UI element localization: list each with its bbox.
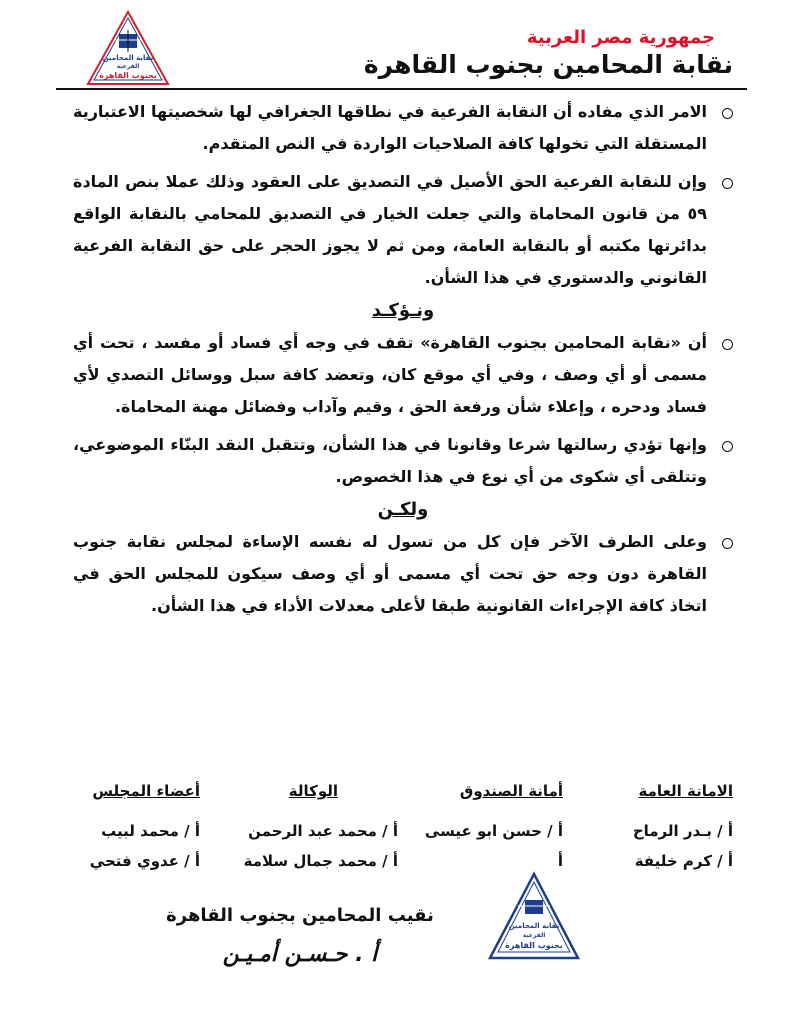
document-body	[73, 96, 733, 628]
signature-column-treasury	[403, 782, 563, 876]
chief-name: أ . حـسـن أمـيـن	[222, 942, 378, 967]
signature-title: أمانة الصندوق	[459, 782, 563, 800]
signature-column-council-members	[70, 782, 200, 876]
chief-signature-block	[150, 905, 450, 967]
signature-column-general-secretariat	[573, 782, 733, 876]
paragraph-1-text: الامر الذي مفاده أن النقابة الفرعية في نطاقها الجغرافي لها شخصيتها الاعتبارية المستقلة التي تخولها كافة الصلاحيات الواردة في النص المتقدم.	[73, 102, 707, 153]
stamp-line-1: نقابة المحامين	[508, 922, 560, 930]
country-name: جمهورية مصر العربية	[526, 27, 715, 48]
section-heading-affirm: ونـؤكـد	[371, 300, 435, 321]
signature-name: أ / محمد لبيب	[101, 822, 200, 840]
signature-name: أ / عدوي فتحي	[89, 852, 200, 870]
header-divider	[56, 88, 747, 90]
paragraph-4-text: وإنها تؤدي رسالتها شرعا وقانونا في هذا الشأن، وتتقبل النقد البنّاء الموضوعي، وتتلقى أي شكوى من أي نوع في هذا الخصوص.	[73, 435, 707, 486]
signature-name: أ / بـدر الرماح	[632, 822, 733, 840]
signature-column-deputies	[238, 782, 398, 876]
logo-line-2: الفرعية	[116, 63, 140, 70]
paragraph-2	[73, 166, 733, 294]
stamp-line-3: بجنوب القاهرة	[505, 941, 563, 950]
section-heading-but: ولكـن	[377, 499, 429, 520]
paragraph-5-text: وعلى الطرف الآخر فإن كل من تسول له نفسه الإساءة لمجلس نقابة جنوب القاهرة دون وجه حق تحت أي مسمى أو أي وصف سيكون للمجلس الحق في اتخاذ كافة الإجراءات القانونية طبقا لأعلى معدلات الأداء في هذا الشأن.	[73, 532, 707, 615]
logo-line-1: نقابة المحامين	[102, 54, 154, 62]
paragraph-4	[73, 429, 733, 493]
bullet-circle-icon	[722, 339, 733, 350]
signature-name: أ / كرم خليفة	[634, 852, 733, 870]
bullet-circle-icon	[722, 441, 733, 452]
paragraph-3	[73, 327, 733, 423]
chief-title: نقيب المحامين بجنوب القاهرة	[166, 905, 434, 926]
paragraph-3-text: أن «نقابة المحامين بجنوب القاهرة» تقف في وجه أي فساد أو مفسد ، تحت أي مسمى أو أي وصف ، وفي أي موقع كان، وتعضد كافة سبل ووسائل التصدي لأي فساد ودحره ، وإعلاء شأن ورفعة الحق ، وقيم وآداب وفضائل مهنة المحاماة.	[73, 333, 707, 416]
syndicate-logo-top	[86, 10, 170, 86]
organization-name: نقابة المحامين بجنوب القاهرة	[363, 50, 733, 79]
bullet-circle-icon	[722, 538, 733, 549]
stamp-line-2: الفرعية	[522, 932, 546, 939]
paragraph-5	[73, 526, 733, 622]
signature-name: أ	[557, 852, 563, 870]
signature-name: أ / حسن ابو عيسى	[424, 822, 563, 840]
signature-name: أ / محمد جمال سلامة	[243, 852, 398, 870]
syndicate-stamp	[486, 870, 582, 966]
bullet-circle-icon	[722, 108, 733, 119]
paragraph-1	[73, 96, 733, 160]
signature-title: الوكالة	[288, 782, 338, 800]
logo-line-3: بجنوب القاهرة	[99, 71, 157, 80]
signatures-block	[70, 782, 733, 872]
signature-title: الامانة العامة	[638, 782, 733, 800]
signature-title: أعضاء المجلس	[92, 782, 200, 800]
bullet-circle-icon	[722, 178, 733, 189]
signature-name: أ / محمد عبد الرحمن	[248, 822, 398, 840]
paragraph-2-text: وإن للنقابة الفرعية الحق الأصيل في التصديق على العقود وذلك عملا بنص المادة ٥٩ من قانون المحاماة والتي جعلت الخيار في التصديق للمحامي بالنقابة الواقع بدائرتها مكتبه أو بالنقابة العامة، ومن ثم لا يجوز الحجر على حق النقابة الفرعية القانوني والدستوري في هذا الشأن.	[73, 172, 707, 287]
